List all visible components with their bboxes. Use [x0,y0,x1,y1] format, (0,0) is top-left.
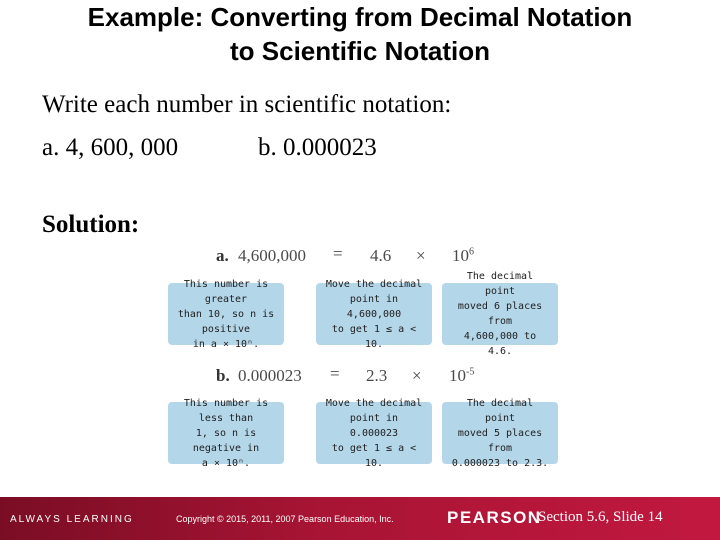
example-a-note-sign: This number is greater than 10, so n is positive in a × 10ⁿ. [168,283,284,345]
example-b-times: × [412,366,422,385]
example-b-label: b. [216,366,230,385]
example-a-coefficient: 4.6 [370,246,392,265]
example-b-note-move: Move the decimal point in 0.000023 to get 1 ≤ a < 10. [316,402,432,464]
title-line-1: Example: Converting from Decimal Notation [87,2,633,32]
example-a-times: × [416,246,426,265]
part-a-number: a. 4, 600, 000 [42,134,179,161]
example-a-equals: = [333,244,343,263]
example-a-exponent: 6 [469,246,474,258]
prompt-text: Write each number in scientific notation: [42,91,452,118]
footer-tagline: ALWAYS LEARNING [10,514,134,525]
pearson-logo: PEARSON [447,508,542,527]
example-b-coefficient: 2.3 [366,366,388,385]
example-a-note-move: Move the decimal point in 4,600,000 to get 1 ≤ a < 10. [316,283,432,345]
example-a-note-places: The decimal point moved 6 places from 4,600,000 to 4.6. [442,283,558,345]
example-b-equals: = [330,364,340,383]
footer-copyright: Copyright © 2015, 2011, 2007 Pearson Education, Inc. [176,514,394,524]
example-b-power: $10^{-5}$ [449,366,475,385]
solution-label: Solution: [42,211,140,238]
example-b-note-places: The decimal point moved 5 places from 0.000023 to 2.3. [442,402,558,464]
example-b-note-sign: This number is less than 1, so n is negative in a × 10ⁿ. [168,402,284,464]
example-a-number: 4,600,000 [238,246,306,265]
slide-reference: Section 5.6, Slide 14 [538,509,663,525]
example-b-number: 0.000023 [238,366,302,385]
example-a-power: $10^6$ [452,246,474,265]
part-b-number: b. 0.000023 [258,134,377,161]
footer-bar [0,497,720,540]
example-b-exponent: -5 [466,366,475,378]
example-a-label: a. [216,246,229,265]
title-line-2: to Scientific Notation [230,36,490,66]
slide-title [0,0,720,68]
